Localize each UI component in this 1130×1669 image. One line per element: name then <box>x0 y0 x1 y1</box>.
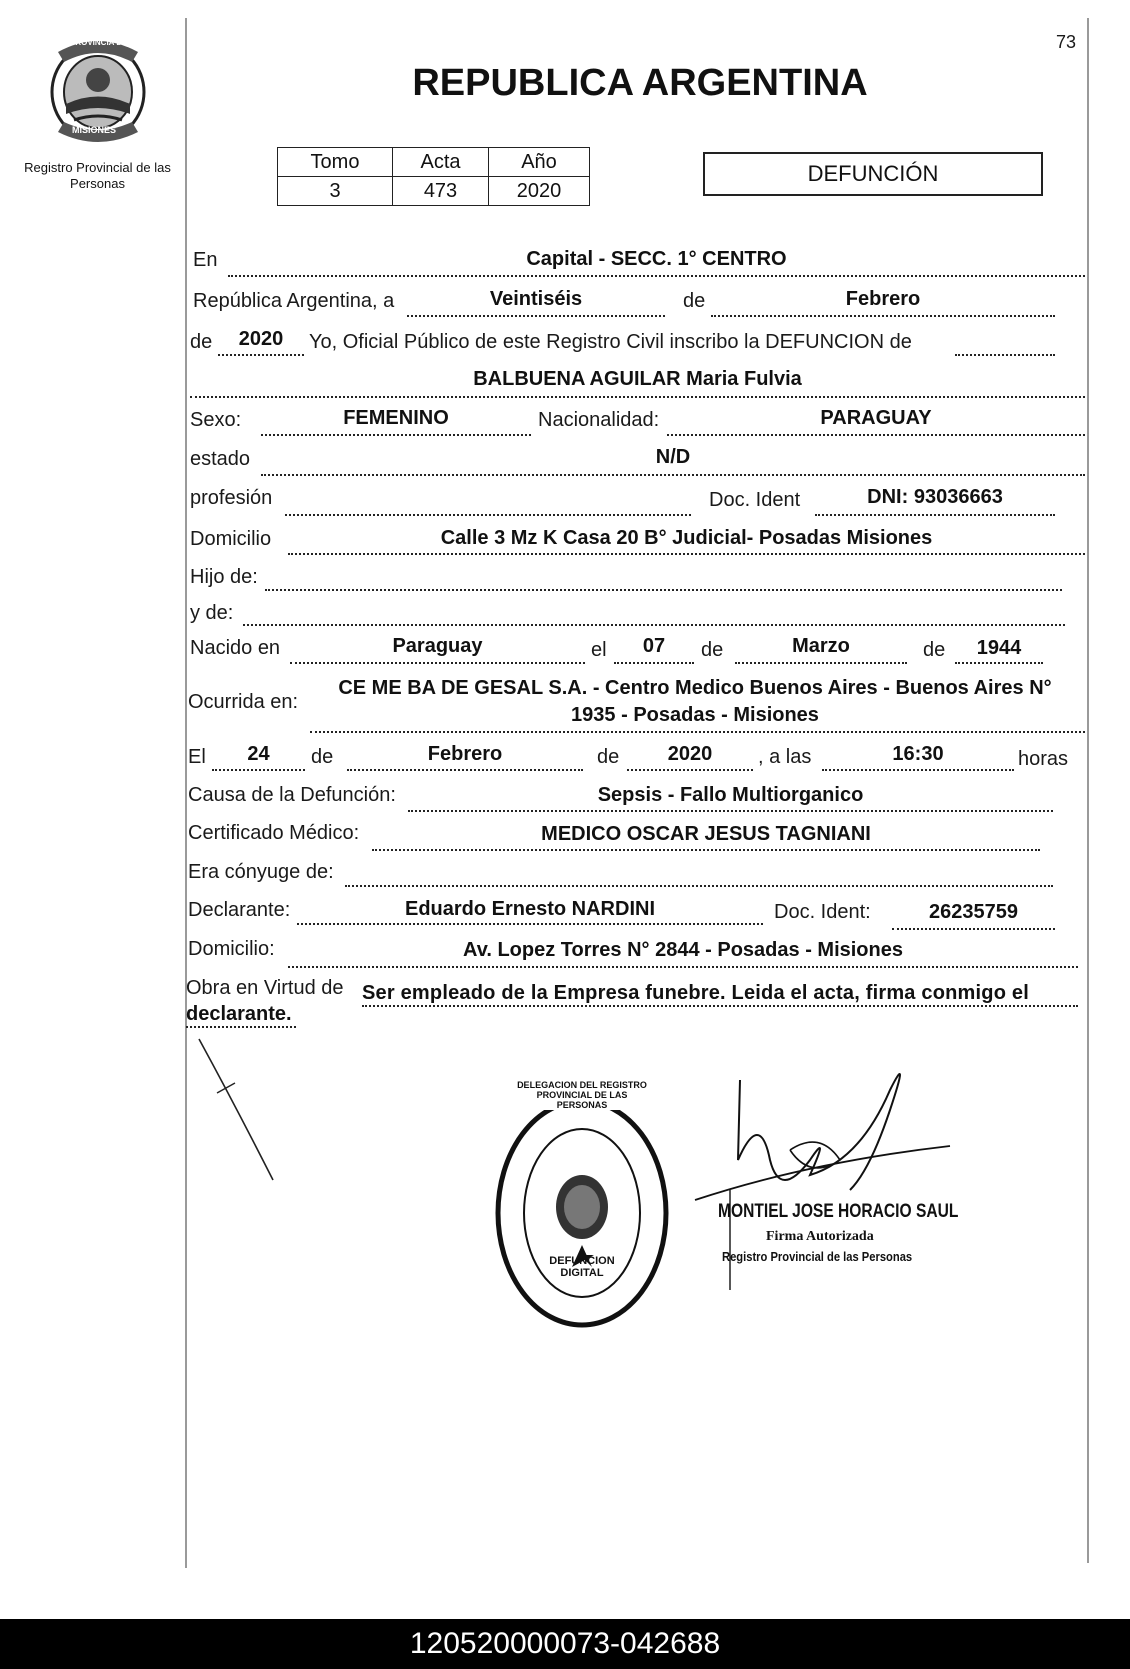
de-label-5: de <box>311 746 334 768</box>
doc-ident-dots <box>815 514 1055 516</box>
en-label: En <box>193 249 218 271</box>
signatory-name: MONTIEL JOSE HORACIO SAUL <box>718 1201 959 1222</box>
marital-status-dots <box>261 474 1085 476</box>
declarant-dots <box>297 923 763 925</box>
deceased-name-value: BALBUENA AGUILAR Maria Fulvia <box>473 368 802 390</box>
sex-dots <box>261 434 531 436</box>
child-of-dots <box>265 589 1062 591</box>
conyuge-label: Era cónyuge de: <box>188 861 334 883</box>
birth-year-value: 1944 <box>976 637 1022 659</box>
birth-month-value: Marzo <box>792 635 850 657</box>
day-dots <box>407 315 665 317</box>
official-seal-stamp <box>492 1095 672 1331</box>
certificado-label: Certificado Médico: <box>188 822 360 844</box>
birth-day-value: 07 <box>642 635 666 657</box>
seal-inner-text: DEFUNCION DIGITAL <box>549 1255 615 1279</box>
spouse-dots <box>345 885 1053 887</box>
declarante-label: Declarante: <box>188 899 291 921</box>
de-label-3: de <box>701 639 724 661</box>
yo-oficial-dots <box>955 354 1055 356</box>
a-las-label: , a las <box>758 746 812 768</box>
el-label: el <box>591 639 607 661</box>
death-day-value: 24 <box>247 743 270 765</box>
day-text-value: Veintiséis <box>489 288 583 310</box>
register-table <box>277 147 590 206</box>
causa-label: Causa de la Defunción: <box>188 784 396 806</box>
by-virtue-line1-dots <box>362 1005 1078 1007</box>
declarant-doc-label: Doc. Ident: <box>774 901 871 923</box>
document-type-box: DEFUNCIÓN <box>703 152 1043 196</box>
pen-stroke-mark <box>195 1035 285 1185</box>
declarant-address-dots <box>288 966 1078 968</box>
acta-value: 473 <box>393 177 489 206</box>
declarant-address-value: Av. Lopez Torres N° 2844 - Posadas - Misiones <box>463 939 903 961</box>
acta-header: Acta <box>393 148 489 177</box>
sex-value: FEMENINO <box>343 407 449 429</box>
logo-top-text: PROVINCIA DE <box>70 38 128 47</box>
profession-dots <box>285 514 691 516</box>
left-margin-line <box>185 18 187 1568</box>
domicilio-label: Domicilio <box>190 528 272 550</box>
anio-value: 2020 <box>489 177 590 206</box>
month-value: Febrero <box>845 288 921 310</box>
occurred-at-line2: 1935 - Posadas - Misiones <box>571 704 819 726</box>
de-label-1: de <box>683 290 706 312</box>
occurred-at-dots <box>310 731 1085 733</box>
year-value: 2020 <box>238 328 284 350</box>
el-cap-label: El <box>188 746 206 768</box>
de-label-2: de <box>190 331 213 353</box>
nationality-value: PARAGUAY <box>820 407 932 429</box>
yo-oficial-text: Yo, Oficial Público de este Registro Civil inscribo la DEFUNCION de <box>309 331 912 353</box>
hijo-de-label: Hijo de: <box>190 566 258 588</box>
cause-value: Sepsis - Fallo Multiorganico <box>597 784 864 806</box>
nacido-en-label: Nacido en <box>190 637 281 659</box>
medical-certificate-dots <box>372 849 1040 851</box>
year-dots <box>218 354 304 356</box>
register-header-row <box>278 148 590 177</box>
declarant-doc-dots <box>892 928 1055 930</box>
birth-month-dots <box>735 662 907 664</box>
register-value-row <box>278 177 590 206</box>
right-margin-line <box>1087 18 1089 1563</box>
anio-header: Año <box>489 148 590 177</box>
occurred-at-line1: CE ME BA DE GESAL S.A. - Centro Medico Buenos Aires - Buenos Aires N° <box>338 677 1052 699</box>
declarant-doc-value: 26235759 <box>929 901 1018 923</box>
birth-place-dots <box>290 662 585 664</box>
month-dots <box>711 315 1055 317</box>
seal-outer-text: DELEGACION DEL REGISTRO PROVINCIAL DE LAS PERSONAS <box>512 1080 652 1110</box>
birth-day-dots <box>614 662 694 664</box>
nacionalidad-label: Nacionalidad: <box>538 409 660 431</box>
republica-label: República Argentina, a <box>193 290 395 312</box>
y-de-label: y de: <box>190 602 234 624</box>
signatory-title: Firma Autorizada <box>766 1229 874 1244</box>
declarant-domicilio-label: Domicilio: <box>188 938 275 960</box>
death-month-dots <box>347 769 583 771</box>
place-value: Capital - SECC. 1° CENTRO <box>526 248 787 270</box>
tomo-value: 3 <box>278 177 393 206</box>
medical-certificate-value: MEDICO OSCAR JESUS TAGNIANI <box>541 823 871 845</box>
by-virtue-line2: declarante. <box>186 1003 292 1025</box>
obra-en-virtud-label: Obra en Virtud de <box>186 977 344 999</box>
doc-ident-label: Doc. Ident <box>709 489 801 511</box>
by-virtue-line1: Ser empleado de la Empresa funebre. Leida el acta, firma conmigo el <box>362 982 1029 1004</box>
address-value: Calle 3 Mz K Casa 20 B° Judicial- Posadas Misiones <box>440 527 933 549</box>
horas-label: horas <box>1018 748 1069 770</box>
signatory-registry: Registro Provincial de las Personas <box>722 1249 913 1264</box>
ocurrida-en-label: Ocurrida en: <box>188 691 299 713</box>
tomo-header: Tomo <box>278 148 393 177</box>
de-label-4: de <box>923 639 946 661</box>
death-year-value: 2020 <box>667 743 713 765</box>
place-dots <box>228 275 1085 277</box>
country-title: REPUBLICA ARGENTINA <box>412 62 868 104</box>
death-time-dots <box>822 769 1014 771</box>
death-year-dots <box>627 769 753 771</box>
estado-label: estado <box>190 448 251 470</box>
declarant-value: Eduardo Ernesto NARDINI <box>404 898 656 920</box>
death-day-dots <box>212 769 305 771</box>
logo-bottom-text: MISIONES <box>72 125 117 135</box>
page-number: 73 <box>1056 32 1077 52</box>
de-label-6: de <box>597 746 620 768</box>
address-dots <box>288 553 1085 555</box>
birth-year-dots <box>955 662 1043 664</box>
registry-name: Registro Provincial de las Personas <box>24 160 171 191</box>
profesion-label: profesión <box>190 487 273 509</box>
deceased-name-dots <box>190 396 1085 398</box>
nationality-dots <box>667 434 1085 436</box>
sexo-label: Sexo: <box>190 409 242 431</box>
death-time-value: 16:30 <box>892 743 944 765</box>
doc-ident-value: DNI: 93036663 <box>867 486 1003 508</box>
by-virtue-line2-dots <box>186 1026 296 1028</box>
death-month-value: Febrero <box>427 743 503 765</box>
and-of-dots <box>243 624 1065 626</box>
cause-dots <box>408 810 1053 812</box>
marital-status-value: N/D <box>655 446 691 468</box>
birth-place-value: Paraguay <box>392 635 483 657</box>
document-code-footer: 120520000073-042688 <box>0 1619 1130 1669</box>
